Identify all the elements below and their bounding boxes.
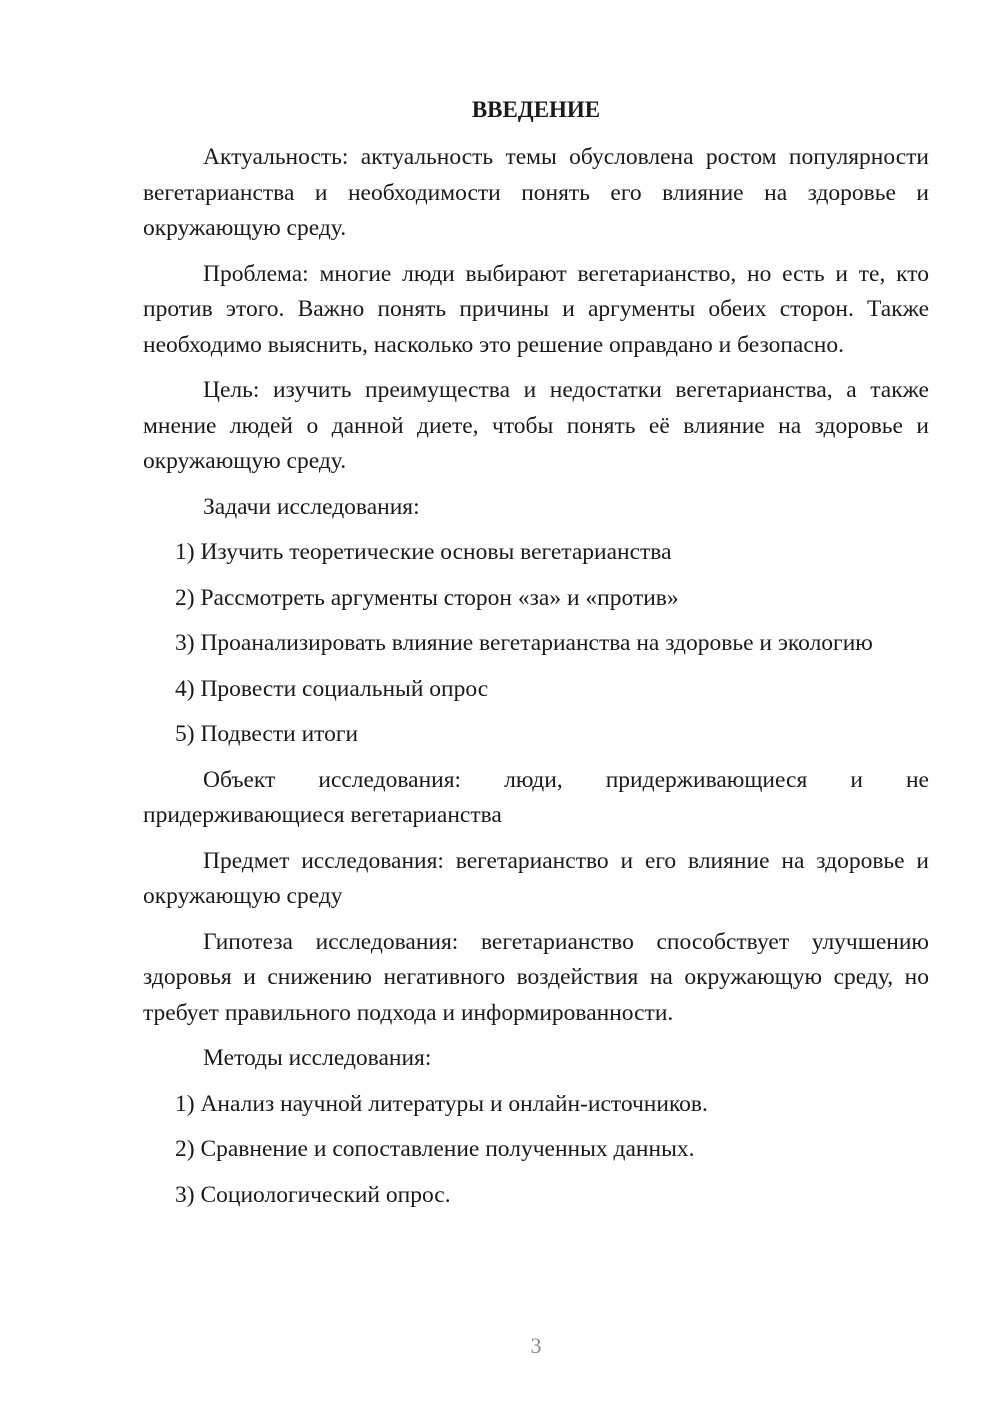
task-item: 5) Подвести итоги — [175, 721, 359, 747]
page-title: ВВЕДЕНИЕ — [471, 97, 601, 122]
method-item: 2) Сравнение и сопоставление полученных данных. — [175, 1136, 695, 1162]
page-content — [143, 94, 929, 1223]
hypothesis-paragraph: Гипотеза исследования: вегетарианство способствует улучшению здоровья и снижению негативного воздействия на окружающую среду, но требует правильного подхода и информированности. — [143, 928, 929, 1026]
task-item: 4) Провести социальный опрос — [175, 675, 489, 702]
methods-list — [143, 1087, 929, 1214]
methods-heading: Методы исследования: — [203, 1045, 432, 1071]
problem-paragraph: Проблема: многие люди выбирают вегетарианство, но есть и те, кто против этого. Важно понять причины и аргументы обеих сторон. Также необходимо выяснить, насколько это решение оправдано и безопасно. — [143, 260, 929, 358]
tasks-heading: Задачи исследования: — [203, 493, 420, 520]
task-item: 1) Изучить теоретические основы вегетарианства — [175, 539, 672, 565]
method-item: 1) Анализ научной литературы и онлайн-источников. — [175, 1090, 708, 1117]
task-item: 2) Рассмотреть аргументы сторон «за» и «против» — [175, 584, 679, 611]
object-paragraph: Объект исследования: люди, придерживающиеся и не придерживающиеся вегетарианства — [143, 766, 929, 828]
goal-paragraph: Цель: изучить преимущества и недостатки вегетарианства, а также мнение людей о данной диете, чтобы понять её влияние на здоровье и окружающую среду. — [143, 377, 929, 474]
task-item: 3) Проанализировать влияние вегетарианства на здоровье и экологию — [175, 630, 873, 656]
page-number: 3 — [530, 1333, 542, 1358]
tasks-list — [143, 535, 929, 753]
method-item: 3) Социологический опрос. — [175, 1181, 451, 1208]
subject-paragraph: Предмет исследования: вегетарианство и его влияние на здоровье и окружающую среду — [143, 847, 929, 909]
relevance-paragraph: Актуальность: актуальность темы обусловлена ростом популярности вегетарианства и необходимости понять его влияние на здоровье и окружающую среду. — [143, 144, 929, 241]
